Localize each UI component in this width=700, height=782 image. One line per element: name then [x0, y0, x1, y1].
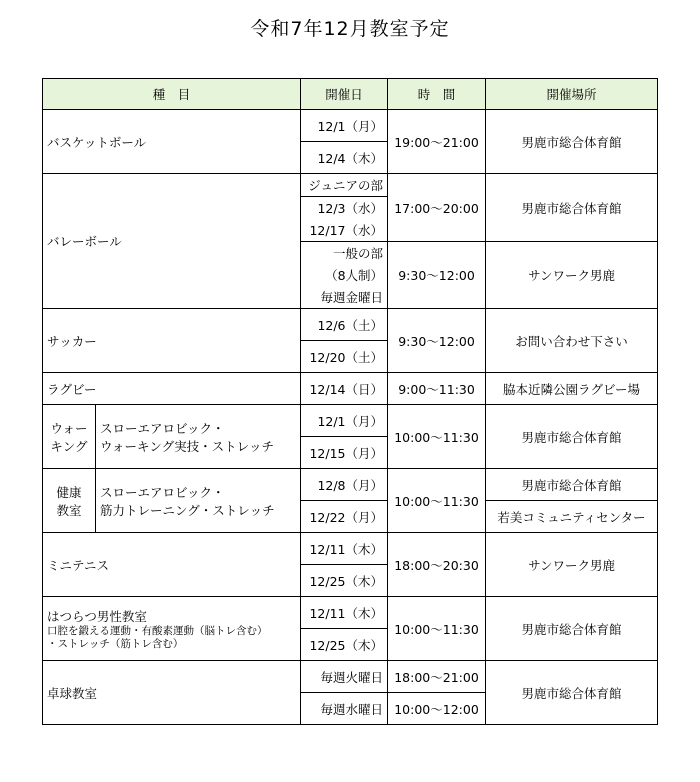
table-row: [43, 533, 658, 565]
rugby-date: 12/14（日）: [301, 373, 388, 405]
walking-date-1: 12/1（月）: [301, 405, 388, 437]
mens-date-2: 12/25（木）: [301, 629, 388, 661]
health-time: 10:00～11:30: [388, 469, 486, 533]
mens-name: はつらつ男性教室: [47, 608, 147, 624]
soccer-date-2: 12/20（土）: [301, 341, 388, 373]
header-time: 時 間: [388, 79, 486, 110]
table-row: [43, 373, 658, 405]
walking-description: [96, 405, 301, 469]
tabletennis-time-1: 18:00～21:00: [388, 661, 486, 693]
walking-date-2: 12/15（月）: [301, 437, 388, 469]
basketball-date-2: 12/4（木）: [301, 142, 388, 174]
rugby-venue: 脇本近隣公園ラグビー場: [486, 373, 658, 405]
walking-category-line1: ウォー: [50, 420, 88, 436]
minitennis-time: 18:00～20:30: [388, 533, 486, 597]
table-row: [43, 597, 658, 629]
health-description: [96, 469, 301, 533]
health-venue-1: 男鹿市総合体育館: [486, 469, 658, 501]
soccer-name: サッカー: [43, 309, 301, 373]
health-desc-line2: 筋力トレーニング・ストレッチ: [100, 502, 275, 518]
minitennis-venue: サンワーク男鹿: [486, 533, 658, 597]
health-date-1: 12/8（月）: [301, 469, 388, 501]
volleyball-junior-date-1: 12/3（水）: [301, 197, 388, 220]
basketball-time: 19:00～21:00: [388, 110, 486, 174]
walking-desc-line1: スローエアロビック・: [100, 420, 225, 436]
health-date-2: 12/22（月）: [301, 501, 388, 533]
header-category: 種 目: [43, 79, 301, 110]
soccer-date-1: 12/6（土）: [301, 309, 388, 341]
minitennis-name: ミニテニス: [43, 533, 301, 597]
health-category-line1: 健康: [56, 484, 82, 500]
header-row: [43, 79, 658, 110]
schedule-table: [42, 78, 658, 725]
header-date: 開催日: [301, 79, 388, 110]
walking-time: 10:00～11:30: [388, 405, 486, 469]
table-row: [43, 309, 658, 341]
tabletennis-name: 卓球教室: [43, 661, 301, 725]
mens-venue: 男鹿市総合体育館: [486, 597, 658, 661]
walking-category-line2: キング: [50, 438, 88, 454]
volleyball-junior-venue: 男鹿市総合体育館: [486, 174, 658, 242]
volleyball-general-label: 一般の部: [301, 242, 388, 265]
basketball-venue: 男鹿市総合体育館: [486, 110, 658, 174]
header-venue: 開催場所: [486, 79, 658, 110]
mens-desc-line2: ・ストレッチ（筋トレ含む）: [47, 637, 184, 650]
health-venue-2: 若美コミュニティセンター: [486, 501, 658, 533]
table-row: [43, 110, 658, 142]
mens-class: [43, 597, 301, 661]
mens-date-1: 12/11（木）: [301, 597, 388, 629]
volleyball-junior-date-2: 12/17（水）: [301, 219, 388, 242]
volleyball-general-time: 9:30～12:00: [388, 242, 486, 309]
minitennis-date-2: 12/25（木）: [301, 565, 388, 597]
health-category-line2: 教室: [56, 502, 82, 518]
basketball-name: バスケットボール: [43, 110, 301, 174]
mens-desc-line1: 口腔を鍛える運動・有酸素運動（脳トレ含む）: [47, 624, 268, 637]
walking-venue: 男鹿市総合体育館: [486, 405, 658, 469]
tabletennis-time-2: 10:00～12:00: [388, 693, 486, 725]
rugby-time: 9:00～11:30: [388, 373, 486, 405]
health-category: [43, 469, 96, 533]
walking-category: [43, 405, 96, 469]
minitennis-date-1: 12/11（木）: [301, 533, 388, 565]
rugby-name: ラグビー: [43, 373, 301, 405]
mens-time: 10:00～11:30: [388, 597, 486, 661]
volleyball-general-schedule: 毎週金曜日: [301, 286, 388, 309]
page-title: 令和7年12月教室予定: [250, 18, 450, 40]
health-desc-line1: スローエアロビック・: [100, 484, 225, 500]
table-row: [43, 405, 658, 437]
basketball-date-1: 12/1（月）: [301, 110, 388, 142]
volleyball-name: バレーボール: [43, 174, 301, 309]
table-row: [43, 469, 658, 501]
walking-desc-line2: ウォーキング実技・ストレッチ: [100, 438, 275, 454]
tabletennis-schedule-2: 毎週水曜日: [301, 693, 388, 725]
soccer-venue: お問い合わせ下さい: [486, 309, 658, 373]
volleyball-junior-time: 17:00～20:00: [388, 174, 486, 242]
volleyball-junior-label: ジュニアの部: [301, 174, 388, 197]
soccer-time: 9:30～12:00: [388, 309, 486, 373]
volleyball-general-venue: サンワーク男鹿: [486, 242, 658, 309]
table-row: [43, 661, 658, 693]
table-row: [43, 174, 658, 197]
volleyball-general-note: （8人制）: [301, 264, 388, 286]
tabletennis-venue: 男鹿市総合体育館: [486, 661, 658, 725]
tabletennis-schedule-1: 毎週火曜日: [301, 661, 388, 693]
